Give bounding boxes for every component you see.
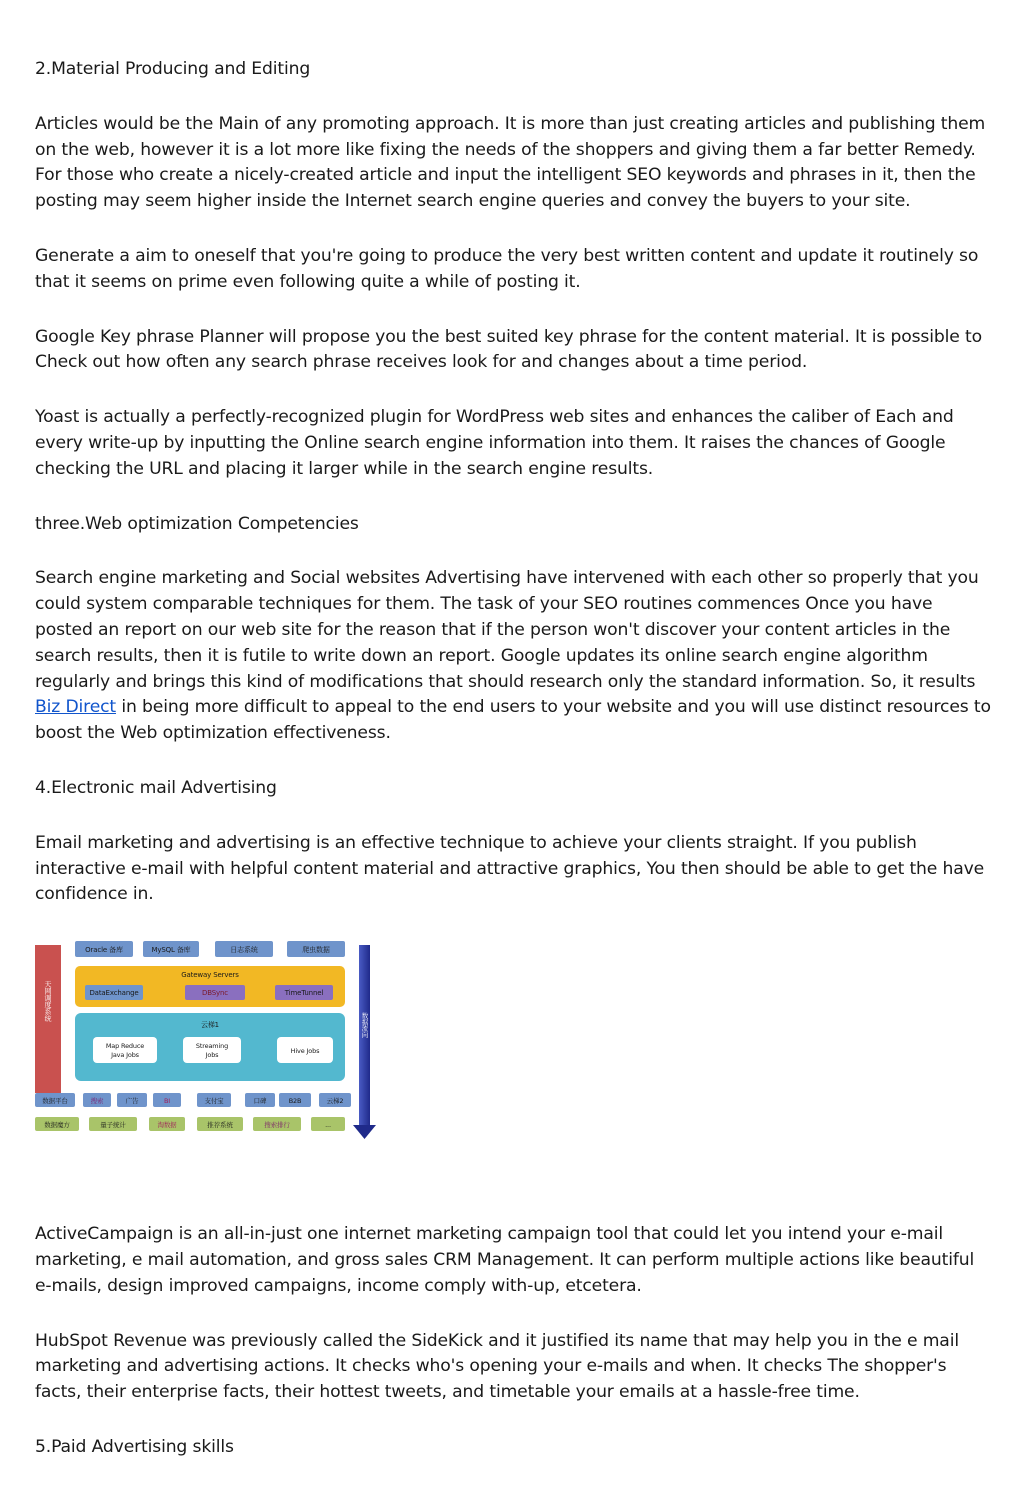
paragraph-email-marketing: Email marketing and advertising is an effective technique to achieve your clients straight. If you publish interactive e-mail with helpful content material and attractive graphics, You then should be able to get the have confidence in. bbox=[35, 832, 985, 905]
architecture-diagram bbox=[35, 941, 380, 1141]
source-label: MySQL 备库 bbox=[151, 946, 191, 955]
paragraph-seo-text-before: Search engine marketing and Social websites Advertising have intervened with each other so properly that you could system comparable techniques for them. The task of your SEO routines commences Once you have posted an report on our web site for the reason that if the person won't discover your content articles in the search results, then it is futile to write down an report. Google updates its online search engine algorithm regularly and brings this kind of modifications that should research only the standard information. So, it results bbox=[35, 568, 979, 692]
app-label: 广告 bbox=[125, 1097, 139, 1106]
app-row-2 bbox=[35, 1117, 345, 1131]
section-heading-email: 4.Electronic mail Advertising bbox=[35, 777, 277, 798]
gateway-label: DBSync bbox=[201, 989, 229, 998]
section-heading-web-optimization: three.Web optimization Competencies bbox=[35, 513, 359, 534]
section-heading-paid-advertising: 5.Paid Advertising skills bbox=[35, 1436, 234, 1457]
paragraph-hubspot: HubSpot Revenue was previously called the SideKick and it justified its name that may help you in the e mail marketing and advertising actions. It checks who's opening your e-mails and when. It checks The shopper's facts, their enterprise facts, their hottest tweets, and timetable your emails at a hassle-free time. bbox=[35, 1330, 959, 1403]
cloud-title: 云梯1 bbox=[200, 1021, 220, 1030]
paragraph-articles: Articles would be the Main of any promoting approach. It is more than just creating articles and publishing them on the web, however it is a lot more like fixing the needs of the shoppers and giving them a far better Remedy. For those who create a nicely-created article and input the intelligent SEO keywords and phrases in it, then the posting may seem higher inside the Internet search engine queries and convey the buyers to your site. bbox=[35, 113, 986, 212]
architecture-figure bbox=[35, 937, 995, 1193]
source-label: 爬虫数据 bbox=[302, 946, 330, 955]
job-box bbox=[93, 1037, 157, 1063]
scheduler-bar-label: 天网调度系统 bbox=[44, 980, 52, 1022]
app-label: 支付宝 bbox=[204, 1097, 224, 1106]
section-heading-material: 2.Material Producing and Editing bbox=[35, 59, 311, 79]
document-body bbox=[35, 57, 995, 1490]
app-label: ... bbox=[325, 1121, 331, 1130]
top-sources bbox=[75, 941, 345, 957]
gateway-label: DataExchange bbox=[89, 989, 139, 998]
source-label: 日志系统 bbox=[230, 946, 258, 955]
data-flow-label: 数据流向 bbox=[360, 1012, 369, 1038]
paragraph-seo-text-after: in being more difficult to appeal to the end users to your website and you will use distinct resources to boost the Web optimization effectiveness. bbox=[35, 697, 991, 744]
app-label: 搜索 bbox=[90, 1097, 104, 1106]
app-label: 口碑 bbox=[253, 1097, 267, 1106]
app-row-1 bbox=[35, 1093, 351, 1107]
app-label: 搜索排行 bbox=[264, 1121, 290, 1130]
job-label: Streaming bbox=[195, 1042, 229, 1051]
job-label: Hive Jobs bbox=[290, 1047, 320, 1056]
app-label: 量子统计 bbox=[100, 1121, 126, 1130]
job-label: Jobs bbox=[205, 1051, 219, 1060]
biz-direct-link[interactable]: Biz Direct bbox=[35, 697, 117, 718]
app-label: 数据魔方 bbox=[44, 1121, 70, 1130]
gateway-title: Gateway Servers bbox=[181, 971, 239, 980]
paragraph-yoast: Yoast is actually a perfectly-recognized plugin for WordPress web sites and enhances the caliber of Each and every write-up by inputting the Online search engine information into them. It raises the chances of Google checking the URL and placing it larger while in the search engine results. bbox=[35, 407, 954, 479]
app-label: 数据平台 bbox=[42, 1097, 68, 1106]
app-label: BI bbox=[163, 1097, 171, 1106]
data-flow-arrowhead bbox=[353, 1125, 376, 1139]
source-label: Oracle 备库 bbox=[85, 946, 123, 955]
app-label: 云梯2 bbox=[326, 1097, 344, 1106]
paragraph-activecampaign: ActiveCampaign is an all-in-just one internet marketing campaign tool that could let you intend your e-mail marketing, e mail automation, and gross sales CRM Management. It can perform multiple actions like beautiful e-mails, design improved campaigns, income comply with-up, etcetera. bbox=[35, 1224, 975, 1296]
app-label: 推荐系统 bbox=[207, 1121, 233, 1130]
paragraph-aim: Generate a aim to oneself that you're going to produce the very best written content and update it routinely so that it seems on prime even following quite a while of posting it. bbox=[35, 245, 979, 292]
job-label: Map Reduce bbox=[105, 1042, 145, 1051]
job-box bbox=[183, 1037, 241, 1063]
gateway-label: TimeTunnel bbox=[284, 989, 324, 998]
app-label: B2B bbox=[288, 1097, 302, 1106]
job-label: Java Jobs bbox=[111, 1051, 139, 1060]
app-label: 淘数据 bbox=[157, 1121, 177, 1130]
paragraph-seo bbox=[35, 566, 995, 747]
paragraph-keyword-planner: Google Key phrase Planner will propose you the best suited key phrase for the content material. It is possible to Check out how often any search phrase receives look for and changes about a time period. bbox=[35, 326, 982, 373]
